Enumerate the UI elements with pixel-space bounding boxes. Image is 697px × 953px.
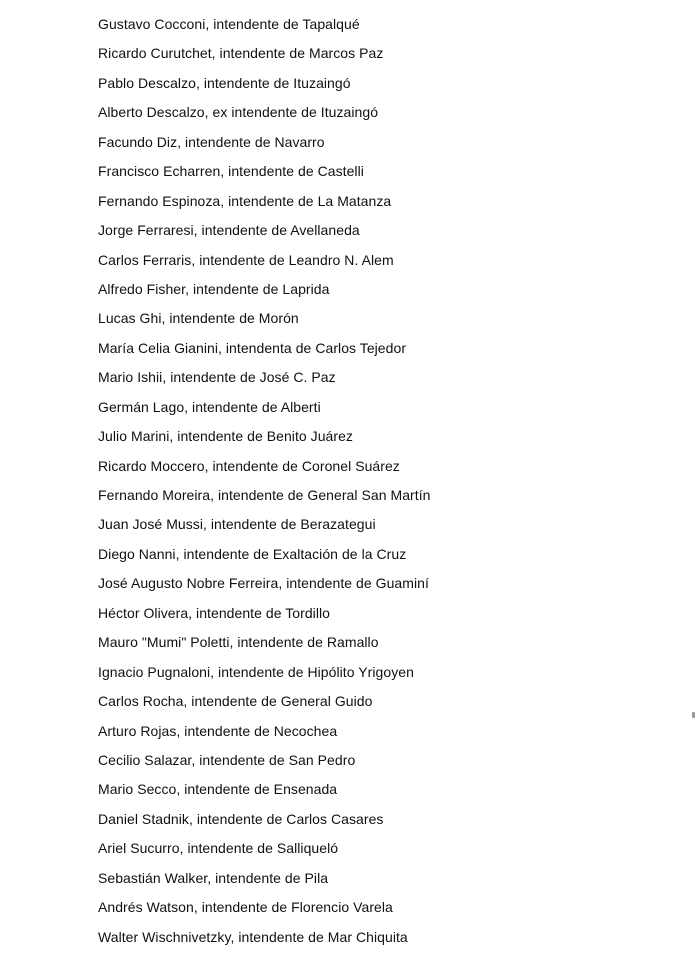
list-item: Facundo Diz, intendente de Navarro	[98, 133, 325, 150]
list-item: Andrés Watson, intendente de Florencio Varela	[98, 899, 393, 916]
list-item: Mario Secco, intendente de Ensenada	[98, 781, 338, 798]
list-item: Francisco Echarren, intendente de Castelli	[98, 163, 364, 180]
list-item: Lucas Ghi, intendente de Morón	[98, 310, 299, 327]
list-item: Juan José Mussi, intendente de Berazategui	[98, 516, 376, 533]
list-item: Alfredo Fisher, intendente de Laprida	[98, 280, 330, 297]
list-item: Héctor Olivera, intendente de Tordillo	[98, 604, 330, 621]
list-item: Germán Lago, intendente de Alberti	[98, 398, 321, 415]
list-item: Arturo Rojas, intendente de Necochea	[98, 722, 338, 739]
entry-list	[98, 10, 678, 952]
list-item: Julio Marini, intendente de Benito Juárez	[98, 428, 353, 445]
list-item: Alberto Descalzo, ex intendente de Ituzaingó	[98, 104, 379, 121]
list-item: Cecilio Salazar, intendente de San Pedro	[98, 751, 356, 768]
list-item: Carlos Ferraris, intendente de Leandro N. Alem	[98, 251, 394, 268]
list-item: Fernando Moreira, intendente de General San Martín	[98, 487, 431, 503]
list-item: Mauro "Mumi" Poletti, intendente de Ramallo	[98, 634, 379, 651]
list-item: Pablo Descalzo, intendente de Ituzaingó	[98, 74, 351, 91]
list-item: Jorge Ferraresi, intendente de Avellaneda	[98, 222, 360, 239]
list-item: Daniel Stadnik, intendente de Carlos Casares	[98, 810, 384, 827]
list-item: Walter Wischnivetzky, intendente de Mar Chiquita	[98, 928, 408, 945]
list-item: Carlos Rocha, intendente de General Guido	[98, 693, 373, 710]
list-item: María Celia Gianini, intendenta de Carlos Tejedor	[98, 339, 407, 356]
list-item: José Augusto Nobre Ferreira, intendente de Guaminí	[98, 575, 429, 592]
list-item: Ricardo Moccero, intendente de Coronel Suárez	[98, 457, 400, 474]
list-item: Mario Ishii, intendente de José C. Paz	[98, 369, 336, 386]
scan-mark	[692, 712, 695, 718]
list-item: Fernando Espinoza, intendente de La Matanza	[98, 192, 392, 209]
list-item: Ariel Sucurro, intendente de Salliqueló	[98, 840, 339, 857]
list-item: Diego Nanni, intendente de Exaltación de la Cruz	[98, 545, 407, 562]
list-item: Ricardo Curutchet, intendente de Marcos Paz	[98, 45, 384, 62]
list-item: Gustavo Cocconi, intendente de Tapalqué	[98, 16, 360, 32]
list-item: Sebastián Walker, intendente de Pila	[98, 869, 329, 886]
list-item: Ignacio Pugnaloni, intendente de Hipólito Yrigoyen	[98, 663, 414, 680]
